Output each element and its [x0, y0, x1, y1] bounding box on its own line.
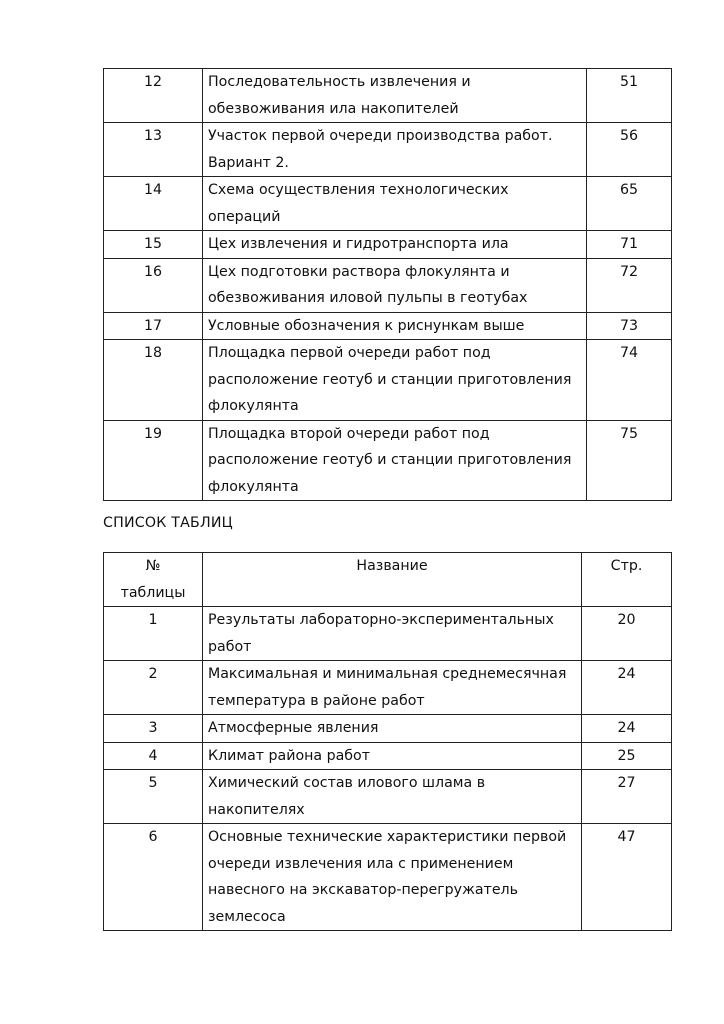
figure-name-line: Условные обозначения к риснункам выше: [208, 317, 525, 334]
table-row: [104, 824, 672, 931]
figure-name-line: Последовательность извлечения и: [208, 74, 471, 90]
table-page-cell: 20: [582, 607, 672, 661]
figure-name-cell: [203, 312, 587, 340]
figure-name-cell: [203, 231, 587, 259]
header-number-symbol: №: [145, 558, 161, 574]
table-page-cell: 47: [582, 824, 672, 931]
table-number-cell: 5: [104, 770, 203, 824]
header-page-cell: Стр.: [582, 553, 672, 607]
table-row: [104, 661, 672, 715]
figure-name-line: операций: [208, 208, 281, 225]
figure-name-line: расположение геотуб и станции приготовления: [208, 371, 572, 388]
table-name-line: Максимальная и минимальная среднемесячная: [208, 666, 567, 682]
tables-list-table: [103, 552, 672, 931]
figure-page-cell: 56: [587, 123, 672, 177]
table-row: [104, 607, 672, 661]
figure-number-cell: 14: [104, 177, 203, 231]
figure-page-cell: 51: [587, 69, 672, 123]
figure-name-line: обезвоживания иловой пульпы в геотубах: [208, 290, 528, 306]
figure-name-line: Участок первой очереди производства работ.: [208, 128, 553, 144]
figure-number-cell: 15: [104, 231, 203, 259]
figure-name-cell: [203, 258, 587, 312]
table-row: [104, 770, 672, 824]
table-page-cell: 27: [582, 770, 672, 824]
table-name-line: Климат района работ: [208, 747, 371, 764]
table-name-cell: [203, 715, 582, 743]
table-number-cell: 1: [104, 607, 203, 661]
figure-page-cell: 75: [587, 420, 672, 501]
table-name-line: Химический состав илового шлама в: [208, 775, 486, 791]
table-name-cell: [203, 661, 582, 715]
figure-name-line: флокулянта: [208, 478, 299, 495]
figure-row: [104, 420, 672, 501]
figure-name-line: обезвоживания ила накопителей: [208, 100, 459, 117]
tables-list-heading: СПИСОК ТАБЛИЦ: [103, 515, 233, 531]
table-name-line: Результаты лабораторно-экспериментальных: [208, 612, 554, 628]
figure-name-cell: [203, 177, 587, 231]
table-name-line: работ: [208, 638, 252, 655]
table-page-cell: 24: [582, 715, 672, 743]
figure-name-cell: [203, 69, 587, 123]
table-name-line: температура в районе работ: [208, 692, 425, 709]
figure-name-line: Вариант 2.: [208, 154, 289, 171]
figure-number-cell: 13: [104, 123, 203, 177]
table-page-cell: 25: [582, 742, 672, 770]
table-row: [104, 742, 672, 770]
figure-name-line: флокулянта: [208, 398, 299, 414]
table-number-cell: 3: [104, 715, 203, 743]
figure-row: [104, 231, 672, 259]
table-name-line: Основные технические характеристики первой: [208, 829, 567, 845]
figure-row: [104, 69, 672, 123]
figure-number-cell: 17: [104, 312, 203, 340]
figure-row: [104, 123, 672, 177]
table-number-cell: 4: [104, 742, 203, 770]
figure-name-cell: [203, 420, 587, 501]
figure-page-cell: 74: [587, 340, 672, 421]
header-number-label: таблицы: [120, 584, 186, 601]
table-name-cell: [203, 770, 582, 824]
table-name-cell: [203, 824, 582, 931]
table-name-cell: [203, 607, 582, 661]
figure-row: [104, 312, 672, 340]
figures-list-table: [103, 68, 672, 501]
figure-page-cell: 65: [587, 177, 672, 231]
figure-name-line: Цех извлечения и гидротранспорта ила: [208, 236, 509, 252]
figure-number-cell: 18: [104, 340, 203, 421]
figure-page-cell: 71: [587, 231, 672, 259]
figure-name-line: Цех подготовки раствора флокулянта и: [208, 263, 510, 280]
figure-name-line: Схема осуществления технологических: [208, 182, 509, 198]
figure-row: [104, 340, 672, 421]
figure-page-cell: 73: [587, 312, 672, 340]
tables-list-body: [104, 553, 672, 931]
figure-row: [104, 258, 672, 312]
tables-list-header-row: [104, 553, 672, 607]
figure-name-line: Площадка первой очереди работ под: [208, 345, 491, 361]
figure-name-cell: [203, 123, 587, 177]
table-name-line: накопителях: [208, 801, 305, 818]
figure-row: [104, 177, 672, 231]
header-number-cell: [104, 553, 203, 607]
table-page-cell: 24: [582, 661, 672, 715]
table-name-cell: [203, 742, 582, 770]
table-name-line: навесного на экскаватор-перегружатель: [208, 882, 518, 898]
table-name-line: землесоса: [208, 908, 286, 925]
figure-name-cell: [203, 340, 587, 421]
table-name-line: очереди извлечения ила с применением: [208, 855, 514, 872]
figure-name-line: расположение геотуб и станции приготовления: [208, 452, 572, 468]
table-number-cell: 6: [104, 824, 203, 931]
figures-list-body: [104, 69, 672, 501]
figure-name-line: Площадка второй очереди работ под: [208, 425, 490, 442]
table-number-cell: 2: [104, 661, 203, 715]
figure-page-cell: 72: [587, 258, 672, 312]
figure-number-cell: 19: [104, 420, 203, 501]
header-name-cell: Название: [203, 553, 582, 607]
table-name-line: Атмосферные явления: [208, 720, 379, 736]
figure-number-cell: 16: [104, 258, 203, 312]
table-row: [104, 715, 672, 743]
figure-number-cell: 12: [104, 69, 203, 123]
